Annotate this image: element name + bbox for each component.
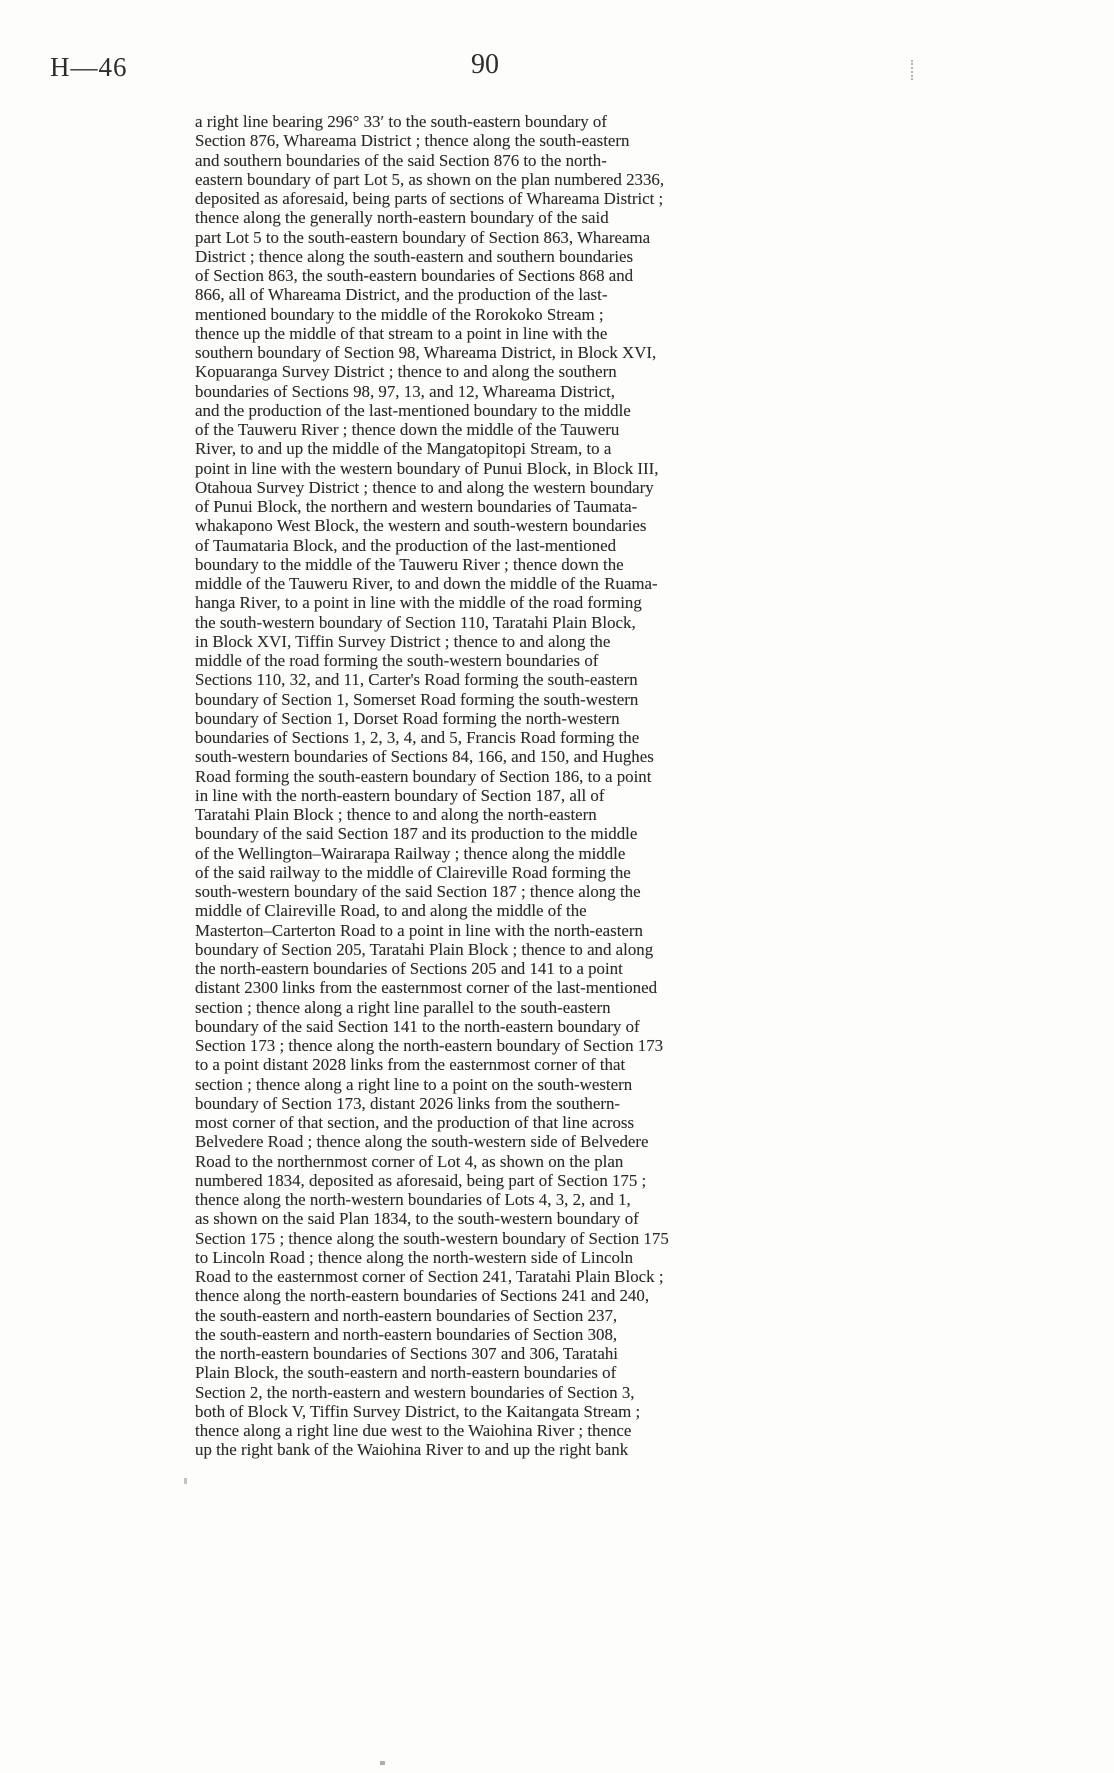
text-line: thence along the generally north-eastern boundary of the said: [195, 208, 609, 228]
text-line: of the said railway to the middle of Claireville Road forming the: [195, 862, 631, 882]
text-line: Sections 110, 32, and 11, Carter's Road forming the south-eastern: [195, 670, 638, 690]
text-line: to a point distant 2028 links from the easternmost corner of that: [195, 1055, 626, 1075]
text-line: in line with the north-eastern boundary of Section 187, all of: [195, 785, 605, 805]
text-line: 866, all of Whareama District, and the production of the last-: [195, 285, 608, 305]
text-line: in Block XVI, Tiffin Survey District ; thence to and along the: [195, 631, 611, 651]
text-line: of the Tauweru River ; thence down the middle of the Tauweru: [195, 420, 620, 439]
text-line: Road to the easternmost corner of Section 241, Taratahi Plain Block ;: [195, 1267, 664, 1286]
text-line: most corner of that section, and the production of that line across: [195, 1113, 635, 1132]
text-line: Section 175 ; thence along the south-western boundary of Section 175: [195, 1228, 669, 1248]
scan-artifact: [184, 1478, 187, 1484]
text-line: both of Block V, Tiffin Survey District, to the Kaitangata Stream ;: [195, 1401, 641, 1421]
document-id: H—46: [50, 52, 128, 82]
text-line: of the Wellington–Wairarapa Railway ; thence along the middle: [195, 843, 626, 863]
text-line: Plain Block, the south-eastern and north-eastern boundaries of: [195, 1363, 617, 1383]
text-line: thence along the north-eastern boundaries of Sections 241 and 240,: [195, 1286, 650, 1306]
text-line: deposited as aforesaid, being parts of sections of Whareama District ;: [195, 189, 664, 208]
text-line: thence up the middle of that stream to a point in line with the: [195, 323, 608, 343]
scan-artifact: [380, 1761, 385, 1765]
text-line: Taratahi Plain Block ; thence to and along the north-eastern: [195, 805, 597, 824]
text-line: boundaries of Sections 98, 97, 13, and 12, Whareama District,: [195, 381, 615, 401]
text-line: middle of Claireville Road, to and along the middle of the: [195, 901, 587, 921]
text-line: boundary of Section 173, distant 2026 links from the southern-: [195, 1093, 621, 1113]
text-line: a right line bearing 296° 33′ to the south-eastern boundary of: [195, 112, 607, 131]
text-line: and the production of the last-mentioned boundary to the middle: [195, 400, 631, 420]
text-line: and southern boundaries of the said Section 876 to the north-: [195, 150, 607, 170]
text-line: the south-eastern and north-eastern boundaries of Section 308,: [195, 1324, 618, 1344]
text-line: the north-eastern boundaries of Sections 307 and 306, Taratahi: [195, 1344, 618, 1363]
text-line: boundary of Section 1, Somerset Road forming the south-western: [195, 689, 639, 709]
text-line: boundaries of Sections 1, 2, 3, 4, and 5, Francis Road forming the: [195, 728, 640, 747]
text-line: section ; thence along a right line to a point on the south-western: [195, 1074, 633, 1094]
text-line: part Lot 5 to the south-eastern boundary of Section 863, Whareama: [195, 227, 651, 247]
text-line: Otahoua Survey District ; thence to and along the western boundary: [195, 477, 654, 497]
text-line: middle of the road forming the south-western boundaries of: [195, 651, 599, 670]
body-text: [195, 112, 776, 1460]
text-line: River, to and up the middle of the Mangatopitopi Stream, to a: [195, 439, 612, 459]
text-line: of Taumataria Block, and the production of the last-mentioned: [195, 535, 617, 555]
text-line: whakapono West Block, the western and south-western boundaries: [195, 516, 647, 536]
text-line: the north-eastern boundaries of Sections 205 and 141 to a point: [195, 959, 623, 978]
text-line: numbered 1834, deposited as aforesaid, being part of Section 175 ;: [195, 1170, 647, 1190]
text-line: Masterton–Carterton Road to a point in line with the north-eastern: [195, 920, 643, 940]
text-line: mentioned boundary to the middle of the Rorokoko Stream ;: [195, 304, 604, 324]
text-line: boundary to the middle of the Tauweru River ; thence down the: [195, 554, 624, 574]
text-line: District ; thence along the south-eastern and southern boundaries: [195, 246, 634, 266]
text-line: the south-western boundary of Section 110, Taratahi Plain Block,: [195, 612, 636, 632]
text-line: middle of the Tauweru River, to and down the middle of the Ruama-: [195, 574, 658, 593]
text-line: thence along a right line due west to the Waiohina River ; thence: [195, 1421, 632, 1440]
text-line: south-western boundary of the said Section 187 ; thence along the: [195, 882, 641, 901]
text-line: up the right bank of the Waiohina River to and up the right bank: [195, 1440, 629, 1460]
text-line: distant 2300 links from the easternmost corner of the last-mentioned: [195, 978, 658, 998]
text-line: Section 876, Whareama District ; thence along the south-eastern: [195, 131, 630, 151]
text-line: Road to the northernmost corner of Lot 4, as shown on the plan: [195, 1151, 624, 1171]
text-line: boundary of Section 1, Dorset Road forming the north-western: [195, 708, 620, 728]
text-line: the south-eastern and north-eastern boundaries of Section 237,: [195, 1305, 618, 1325]
text-line: thence along the north-western boundaries of Lots 4, 3, 2, and 1,: [195, 1190, 631, 1209]
text-line: Kopuaranga Survey District ; thence to and along the southern: [195, 362, 617, 382]
text-line: eastern boundary of part Lot 5, as shown on the plan numbered 2336,: [195, 169, 665, 189]
text-line: hanga River, to a point in line with the middle of the road forming: [195, 593, 642, 613]
scan-artifact: [911, 60, 915, 80]
text-line: boundary of the said Section 141 to the north-eastern boundary of: [195, 1016, 640, 1036]
text-line: Section 173 ; thence along the north-eastern boundary of Section 173: [195, 1036, 664, 1055]
text-line: of Punui Block, the northern and western boundaries of Taumata-: [195, 497, 638, 516]
page-number: 90: [471, 49, 499, 80]
text-line: southern boundary of Section 98, Whareama District, in Block XVI,: [195, 343, 657, 362]
text-line: boundary of the said Section 187 and its production to the middle: [195, 824, 638, 844]
text-line: Section 2, the north-eastern and western boundaries of Section 3,: [195, 1382, 635, 1402]
text-line: Belvedere Road ; thence along the south-western side of Belvedere: [195, 1132, 649, 1152]
text-line: as shown on the said Plan 1834, to the south-western boundary of: [195, 1209, 639, 1229]
text-line: south-western boundaries of Sections 84, 166, and 150, and Hughes: [195, 747, 654, 767]
text-line: boundary of Section 205, Taratahi Plain Block ; thence to and along: [195, 939, 654, 959]
text-line: to Lincoln Road ; thence along the north-western side of Lincoln: [195, 1247, 634, 1267]
text-line: Road forming the south-eastern boundary of Section 186, to a point: [195, 766, 652, 786]
text-line: point in line with the western boundary of Punui Block, in Block III,: [195, 458, 659, 478]
text-line: section ; thence along a right line parallel to the south-eastern: [195, 997, 611, 1017]
text-line: of Section 863, the south-eastern boundaries of Sections 868 and: [195, 266, 634, 285]
